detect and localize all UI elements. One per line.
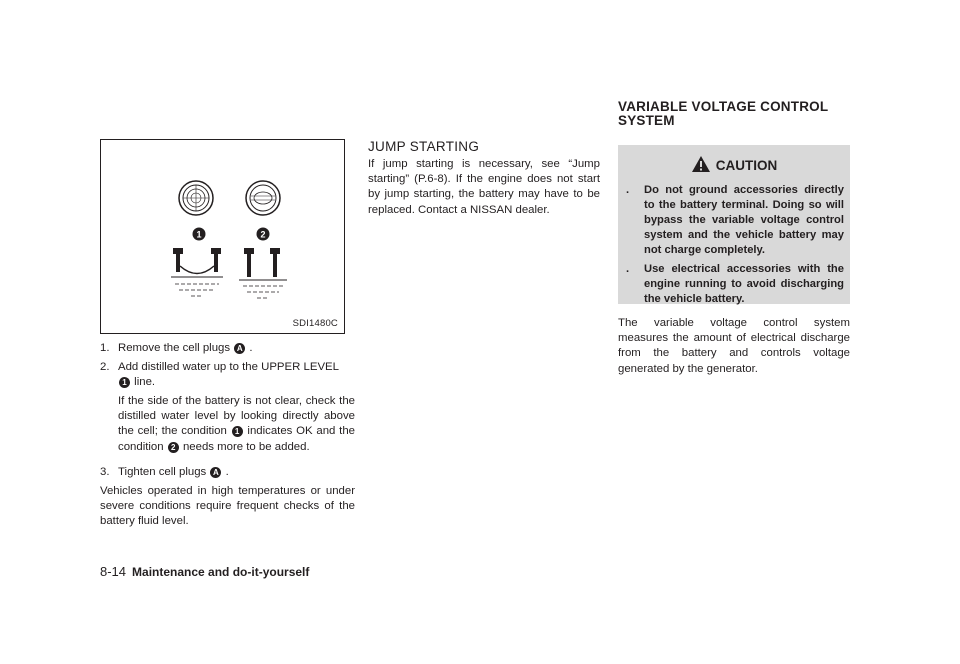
condition-1-marker: [193, 228, 206, 241]
caution-box: [618, 145, 850, 304]
section-title-jump-starting: JUMP STARTING: [368, 139, 480, 154]
condition-1-cell-icon: [171, 248, 223, 296]
battery-cell-illustration: [101, 140, 344, 333]
caution-item: . Use electrical accessories with the engine running to avoid discharging the vehicle battery.: [626, 263, 844, 305]
step-number: 2.: [100, 361, 110, 373]
step-text: Remove the cell plugs A .: [118, 342, 253, 354]
marker-a-icon: A: [234, 343, 245, 354]
step-text: Tighten cell plugs A .: [118, 466, 229, 478]
marker-2-icon: 2: [168, 442, 179, 453]
step-number: 3.: [100, 466, 110, 478]
warning-triangle-icon: [691, 155, 711, 176]
page-footer: [100, 564, 309, 579]
caution-item: . Do not ground accessories directly to the battery terminal. Doing so will bypass the variable voltage control system and the vehicle battery may not charge completely.: [626, 184, 844, 256]
figure-code: SDI1480C: [292, 318, 338, 329]
section-heading-variable-voltage: VARIABLE VOLTAGE CONTROL SYSTEM: [618, 99, 829, 128]
marker-1-icon: 1: [119, 377, 130, 388]
step-number: 1.: [100, 342, 110, 354]
step-text: Add distilled water up to the UPPER LEVEL 1 line.: [118, 361, 339, 389]
marker-a-icon: A: [210, 467, 221, 478]
marker-1-icon: 1: [232, 426, 243, 437]
footer-section-title: Maintenance and do-it-yourself: [132, 565, 310, 579]
caution-list: [626, 183, 844, 311]
caution-title: CAUTION: [618, 155, 850, 176]
condition-2-marker: [257, 228, 270, 241]
jump-starting-paragraph: If jump starting is necessary, see “Jump starting” (P.6-8). If the engine does not start by jump starting, the battery may have to be replaced. Contact a NISSAN dealer.: [368, 158, 600, 216]
battery-figure: [100, 139, 345, 334]
cell-plug-right-icon: [246, 181, 280, 215]
page-number: 8-14: [100, 564, 127, 579]
svg-text:1: 1: [196, 229, 202, 240]
svg-text:2: 2: [260, 229, 266, 240]
condition-2-cell-icon: [239, 248, 287, 298]
variable-voltage-paragraph: The variable voltage control system measures the amount of electrical discharge from the battery and controls voltage generated by the generator.: [618, 317, 850, 375]
cell-plug-left-icon: [179, 181, 213, 215]
battery-fluid-paragraph: Vehicles operated in high temperatures or under severe conditions require frequent checks of the battery fluid level.: [100, 485, 355, 528]
